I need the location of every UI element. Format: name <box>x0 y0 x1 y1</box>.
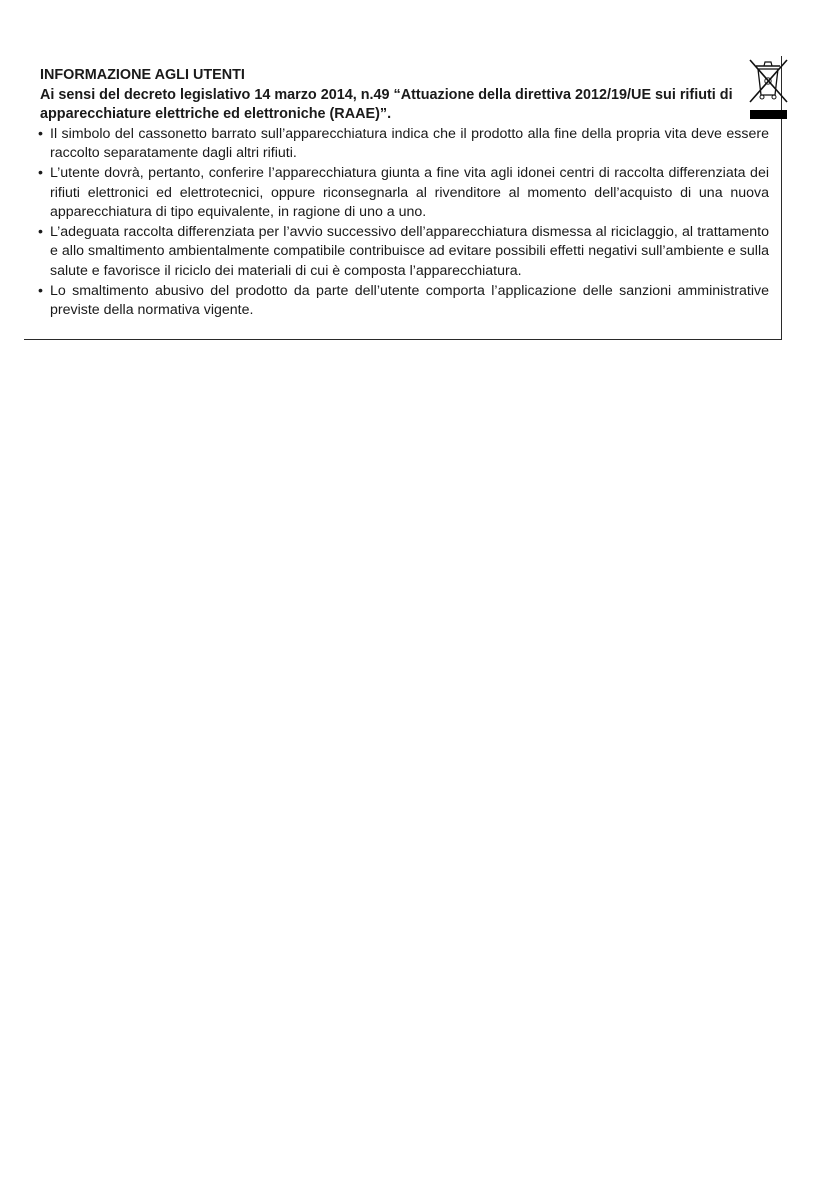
bullet-list <box>40 125 769 321</box>
bullet-icon: • <box>38 223 43 240</box>
bullet-icon: • <box>38 164 43 181</box>
bullet-text: Lo smaltimento abusivo del prodotto da parte dell’utente comporta l’applicazione delle sanzioni amministrative previste della normativa vigente. <box>50 282 769 319</box>
notice-content <box>40 66 769 321</box>
notice-subtitle: Ai sensi del decreto legislativo 14 marzo 2014, n.49 “Attuazione della direttiva 2012/19/UE sui rifiuti di apparecchiature elettriche ed elettroniche (RAAE)”. <box>40 86 733 123</box>
list-item <box>40 223 769 282</box>
bullet-text: L’utente dovrà, pertanto, conferire l’apparecchiatura giunta a fine vita agli idonei centri di raccolta differenziata dei rifiuti elettronici ed elettrotecnici, oppure riconsegnarla al rivenditore al momento dell’acquisto di una nuova apparecchiatura di tipo equivalente, in ragione di uno a uno. <box>50 164 769 221</box>
bullet-icon: • <box>38 125 43 142</box>
bullet-text: Il simbolo del cassonetto barrato sull’apparecchiatura indica che il prodotto alla fine della propria vita deve essere raccolto separatamente dagli altri rifiuti. <box>50 125 769 162</box>
list-item <box>40 164 769 223</box>
bullet-text: L’adeguata raccolta differenziata per l’avvio successivo dell’apparecchiatura dismessa al riciclaggio, al trattamento e allo smaltimento ambientalmente compatibile contribuisce ad evitare possibili effetti negativi sull’ambiente e sulla salute e favorisce il riciclo dei materiali di cui è composta l’apparecchiatura. <box>50 223 769 279</box>
bullet-icon: • <box>38 282 43 299</box>
list-item <box>40 282 769 321</box>
list-item <box>40 125 769 164</box>
notice-title: INFORMAZIONE AGLI UTENTI <box>40 67 245 83</box>
